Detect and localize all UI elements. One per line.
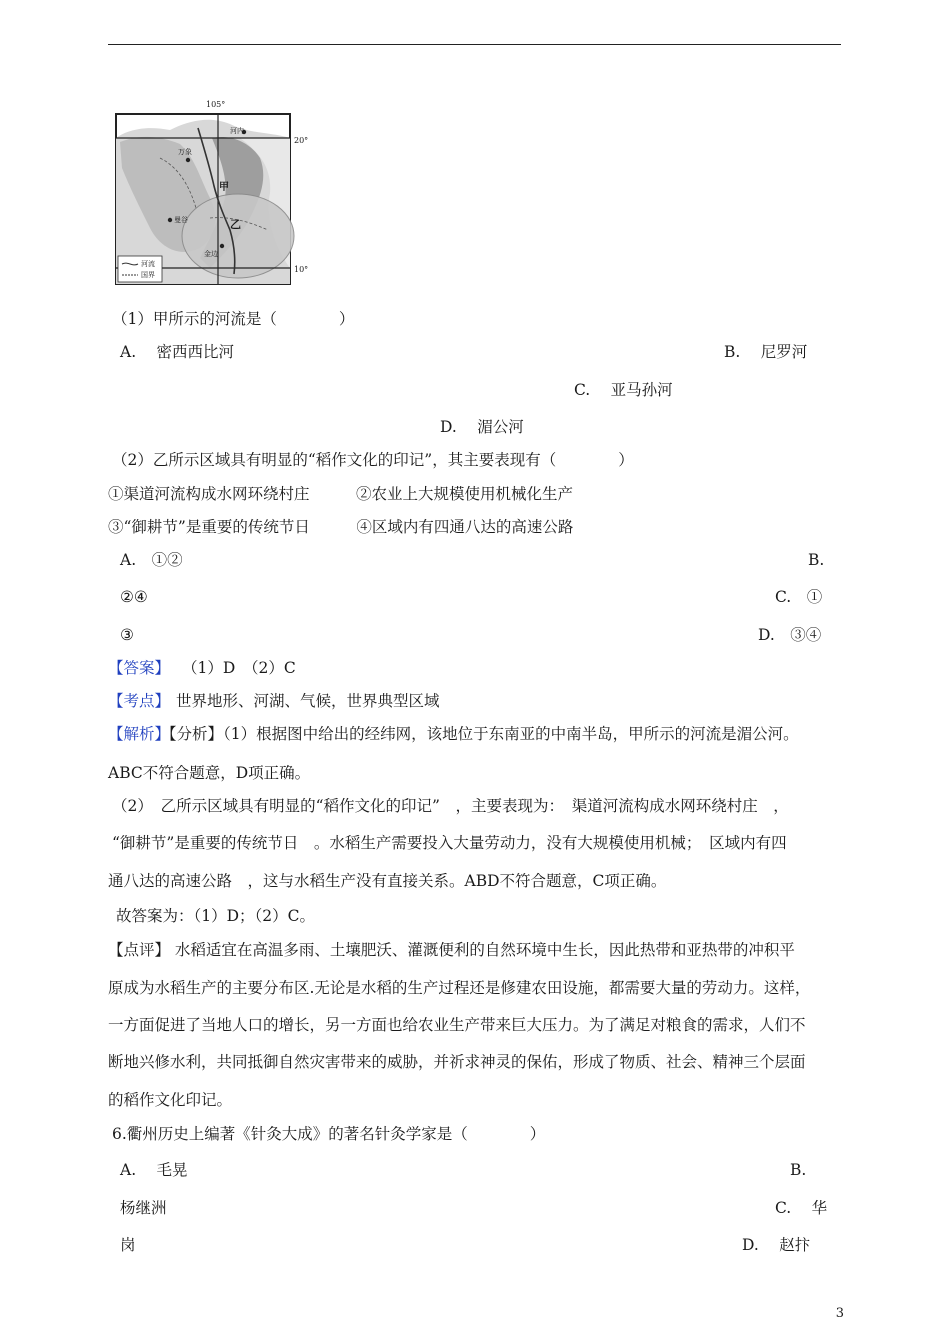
jiexi-line-3: （2） 乙所示区域具有明显的“稻作文化的印记” ，主要表现为： 渠道河流构成水网环绕村庄 ，	[112, 797, 789, 815]
q1-stem: （1）甲所示的河流是（ ）	[112, 310, 355, 328]
q6-option-c: C. 华	[775, 1199, 828, 1217]
jiexi-line-1: 【分析】（1）根据图中给出的经纬网，该地位于东南亚的中南半岛，甲所示的河流是湄公河。	[161, 725, 799, 743]
jiexi-line-6: 故答案为：（1）D；（2）C。	[116, 907, 316, 925]
header-rule	[108, 44, 841, 45]
answer-text: （1）D （2）C	[182, 659, 296, 677]
map-lat-bottom: 10°	[294, 265, 309, 274]
jiexi-line-4: “御耕节”是重要的传统节日 。水稻生产需要投入大量劳动力，没有大规模使用机械； 区域内有四	[112, 834, 787, 852]
q1-option-b: B. 尼罗河	[724, 343, 808, 361]
q2-statements-34: ③“御耕节”是重要的传统节日 ④区域内有四通八达的高速公路	[108, 518, 574, 536]
dianping-line-5: 的稻作文化印记。	[108, 1091, 233, 1109]
jiexi-line-2: ABC不符合题意，D项正确。	[108, 764, 311, 782]
map-lat-top: 20°	[294, 136, 309, 145]
q2-stem: （2）乙所示区域具有明显的“稻作文化的印记”，其主要表现有（ ）	[112, 451, 634, 469]
map-city-vientiane: 万象	[178, 148, 192, 156]
dianping-line-1: 【点评】 水稻适宜在高温多雨、土壤肥沃、灌溉便利的自然环境中生长，因此热带和亚热带的冲积平	[108, 941, 795, 959]
legend-border-label: 国界	[141, 271, 155, 279]
answer-tag: 【答案】	[108, 659, 171, 677]
map-city-bangkok: 曼谷	[174, 216, 188, 224]
q1-option-c: C. 亚马孙河	[574, 381, 673, 399]
q6-stem: 6.衢州历史上编著《针灸大成》的著名针灸学家是（ ）	[112, 1125, 546, 1143]
q2-option-a: A. ①②	[120, 551, 183, 569]
map-label-yi: 乙	[230, 218, 241, 231]
q1-option-d: D. 湄公河	[440, 418, 524, 436]
q6-option-c-value: 岗	[120, 1236, 136, 1254]
kaodian-text: 世界地形、河湖、气候，世界典型区域	[176, 692, 440, 710]
map-city-hanoi: 河内	[230, 127, 244, 135]
dianping-line-4: 断地兴修水利，共同抵御自然灾害带来的威胁，并祈求神灵的保佑，形成了物质、社会、精神三个层面	[108, 1053, 806, 1071]
q2-option-c: C. ①	[775, 588, 823, 606]
q6-option-d: D. 赵抃	[742, 1236, 811, 1254]
q2-statements-12: ①渠道河流构成水网环绕村庄 ②农业上大规模使用机械化生产	[108, 485, 574, 503]
q2-option-b-value: ②④	[120, 588, 148, 606]
q2-option-d: D. ③④	[758, 626, 822, 644]
kaodian-tag: 【考点】	[108, 692, 171, 710]
map-city-phnompenh: 金边	[204, 250, 218, 258]
q1-option-a: A. 密西西比河	[120, 343, 235, 361]
q6-option-a: A. 毛晃	[120, 1161, 188, 1179]
jiexi-line-5: 通八达的高速公路 ，这与水稻生产没有直接关系。ABD不符合题意，C项正确。	[108, 872, 667, 890]
q2-option-b: B.	[808, 551, 825, 569]
southeast-asia-map	[100, 98, 320, 288]
map-label-jia: 甲	[219, 182, 229, 193]
dianping-line-3: 一方面促进了当地人口的增长，另一方面也给农业生产带来巨大压力。为了满足对粮食的需求，人们不	[108, 1016, 806, 1034]
page-number: 3	[835, 1306, 844, 1321]
map-lon-label: 105°	[206, 100, 226, 109]
dianping-line-2: 原成为水稻生产的主要分布区.无论是水稻的生产过程还是修建农田设施，都需要大量的劳动力。这样，	[108, 979, 811, 997]
legend-river-label: 河流	[141, 260, 155, 268]
q6-option-b-value: 杨继洲	[120, 1199, 167, 1217]
q2-option-c-value: ③	[120, 626, 134, 644]
q6-option-b: B.	[790, 1161, 807, 1179]
jiexi-tag: 【解析】	[108, 725, 171, 743]
